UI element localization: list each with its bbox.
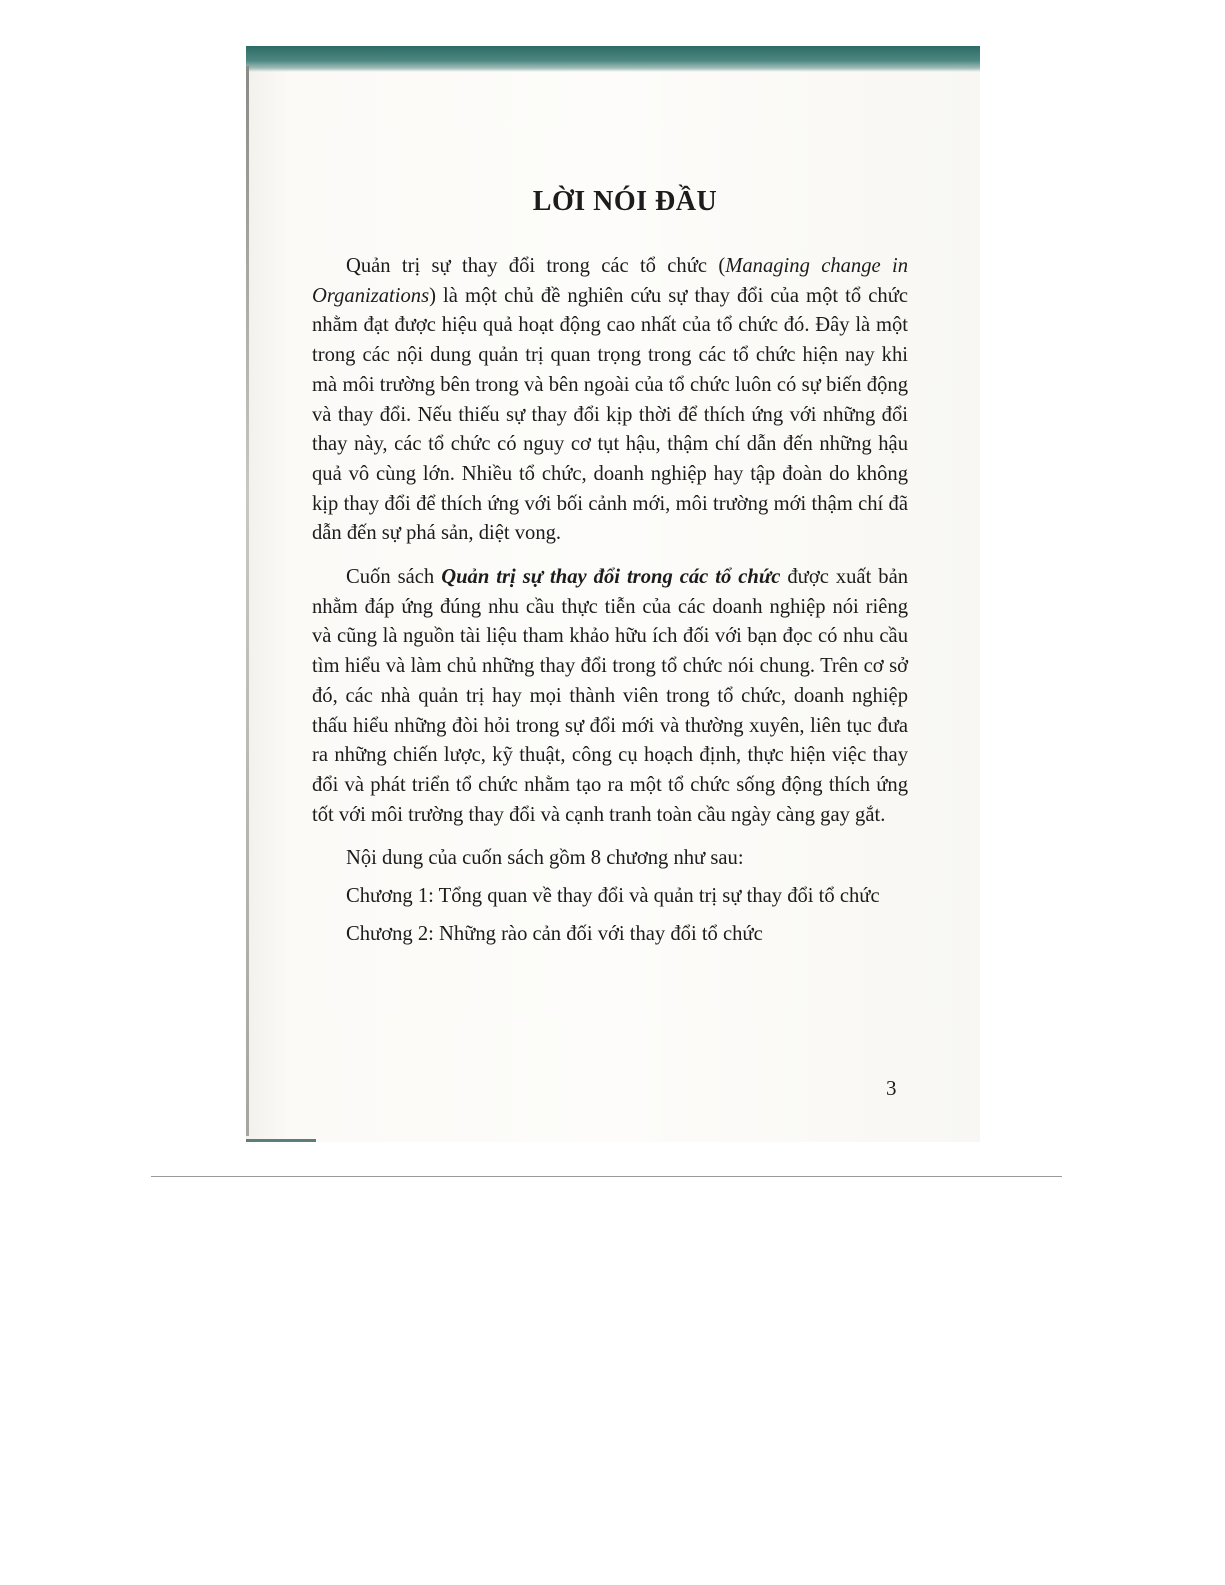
page-top-band (246, 46, 980, 72)
page-content (312, 186, 908, 957)
paragraph-book-start: Cuốn sách (346, 566, 442, 589)
page-bottom-edge (246, 1139, 316, 1142)
english-term: Managing change in Organizations (312, 255, 908, 307)
chapter-item: Chương 1: Tổng quan về thay đổi và quản trị sự thay đổi tổ chức (346, 885, 880, 908)
paragraph-book (312, 563, 908, 830)
page-number: 3 (886, 1076, 897, 1100)
paragraph-intro-start: Quản trị sự thay đổi trong các tổ chức ( (346, 255, 726, 277)
book-title: Quản trị sự thay đổi trong các tổ chức (441, 566, 781, 589)
paragraph-intro (312, 252, 908, 549)
paragraph-book-rest: được xuất bản nhằm đáp ứng đúng nhu cầu thực tiễn của các doanh nghiệp nói riêng và cũng là nguồn tài liệu tham khảo hữu ích đối với bạn đọc có nhu cầu tìm hiểu và làm chủ những thay đổi trong tổ chức nói chung. Trên cơ sở đó, các nhà quản trị hay mọi thành viên trong tổ chức, doanh nghiệp thấu hiểu những đòi hỏi trong sự đổi mới và thường xuyên, liên tục đưa ra những chiến lược, kỹ thuật, công cụ hoạch định, thực hiện việc thay đổi và phát triển tổ chức nhằm tạo ra một tổ chức sống động thích ứng tốt với môi trường thay đổi và cạnh tranh toàn cầu ngày càng gay gắt. (312, 566, 909, 826)
paragraph-intro-rest: ) là một chủ đề nghiên cứu sự thay đổi của một tổ chức nhằm đạt được hiệu quả hoạt động cao nhất của tổ chức đó. Đây là một trong các nội dung quản trị quan trọng trong các tổ chức hiện nay khi mà môi trường bên trong và bên ngoài của tổ chức luôn có sự biến động và thay đổi. Nếu thiếu sự thay đổi kịp thời để thích ứng với những đổi thay này, các tổ chức có nguy cơ tụt hậu, thậm chí dẫn đến những hậu quả vô cùng lớn. Nhiều tổ chức, doanh nghiệp hay tập đoàn do không kịp thay đổi để thích ứng với bối cảnh mới, môi trường mới thậm chí đã dẫn đến sự phá sản, diệt vong. (312, 284, 908, 545)
chapter-item: Chương 2: Những rào cản đối với thay đổi tổ chức (346, 922, 763, 945)
page-title: LỜI NÓI ĐẦU (532, 186, 718, 217)
page-separator (151, 1176, 1062, 1177)
page-left-edge (246, 66, 249, 1136)
scanned-page (246, 46, 980, 1142)
contents-intro: Nội dung của cuốn sách gồm 8 chương như sau: (346, 847, 744, 870)
